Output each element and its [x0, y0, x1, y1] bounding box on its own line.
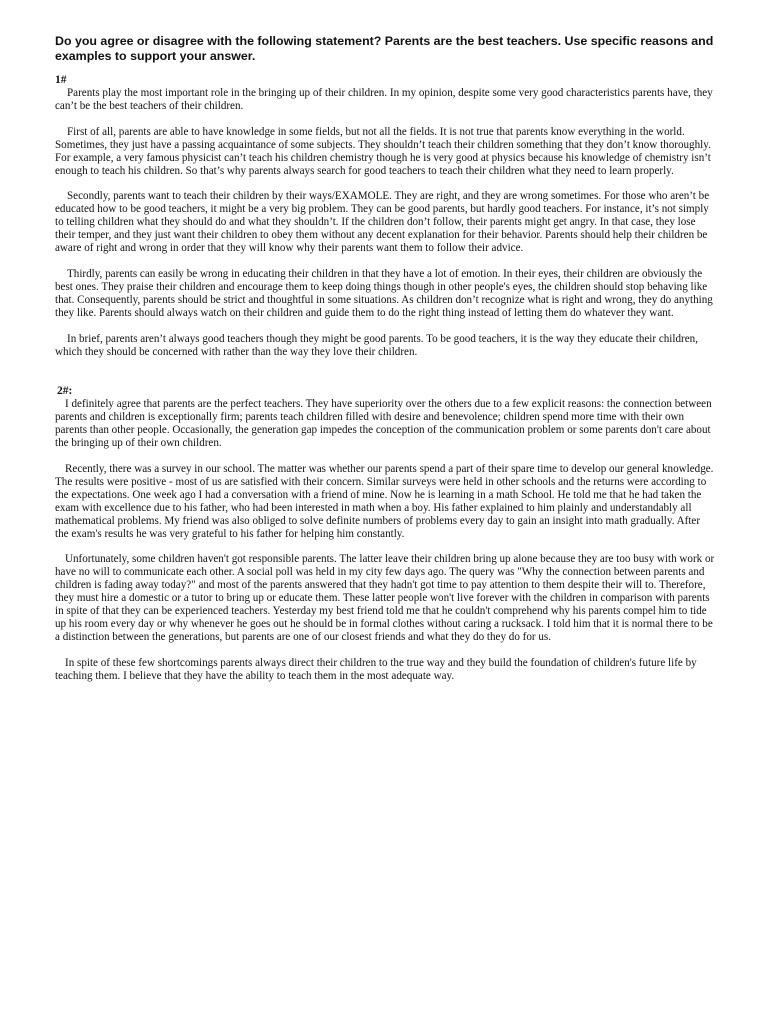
essay-1-paragraph-4: Thirdly, parents can easily be wrong in educating their children in that they have a lot of emotion. In their eyes, their children are obviously the best ones. They praise their children and encourage them to keep doing things though in other people's eyes, the children should stop behaving like that. Consequently, parents should be strict and thoughtful in some situations. As children don’t recognize what is right and wrong, they do anything they like. Parents should always watch on their children and guide them to do the right thing instead of letting them do whatever they want. — [55, 267, 713, 319]
essay-2-heading: 2#: — [57, 385, 73, 398]
essay-2 — [55, 384, 715, 682]
essay-2-paragraph-2: Recently, there was a survey in our school. The matter was whether our parents spend a part of their spare time to develop our general knowledge. The results were positive - most of us are satisfied with their concern. Similar surveys were held in other schools and the returns were according to the expectations. One week ago I had a conversation with a friend of mine. Now he is learning in a math School. He told me that he had taken the exam with excellence due to his father, who had been interested in math when a boy. His father explained to him plainly and understandably all mathematical problems. My friend was also obliged to solve definite numbers of problems every day to gain an insight into math gradually. After the exam's results he was very grateful to his father for helping him constantly. — [55, 463, 714, 540]
essay-prompt: Do you agree or disagree with the following statement? Parents are the best teachers. Use specific reasons and examples to support your answer. — [55, 34, 714, 63]
document-page — [55, 34, 715, 696]
essay-1-paragraph-3: Secondly, parents want to teach their children by their ways/EXAMOLE. They are right, and they are wrong sometimes. For those who aren’t be educated how to be good teachers, it might be a very big problem. They can be good parents, but hardly good teachers. For instance, it’s not simply to telling children what they should do and what they shouldn’t. If the children don’t follow, their parents might get angry. In that case, they lose their temper, and they just want their children to obey them without any decent explanation for their behavior. Parents should help their children be aware of right and wrong in order that they will know why their parents want them to follow their advice. — [55, 190, 710, 255]
essay-2-paragraph-1: I definitely agree that parents are the perfect teachers. They have superiority over the others due to a few explicit reasons: the connection between parents and children is exceptionally firm; parents teach children filled with desire and benevolence; children spend more time with their own parents than other people. Occasionally, the generation gap impedes the conception of the communication problem or some parents don't care about the bringing up of their own children. — [55, 398, 712, 450]
essay-1-paragraph-5: In brief, parents aren’t always good teachers though they might be good parents. To be good teachers, it is the way they educate their children, which they should be concerned with rather than the way they love their children. — [55, 332, 698, 358]
essay-1-paragraph-2: First of all, parents are able to have knowledge in some fields, but not all the fields. It is not true that parents know everything in the world. Sometimes, they just have a passing acquaintance of some subjects. They shouldn’t teach their children something that they don’t know thoroughly. For example, a very famous physicist can’t teach his children chemistry though he is very good at physics because his knowledge of chemistry isn’t enough to teach his children. So that’s why parents always search for good teachers to teach their children what they need to learn properly. — [55, 125, 711, 177]
essay-1-paragraph-1: Parents play the most important role in the bringing up of their children. In my opinion, despite some very good characteristics parents have, they can’t be the best teachers of their children. — [55, 87, 713, 112]
essay-2-paragraph-3: Unfortunately, some children haven't got responsible parents. The latter leave their children bring up alone because they are too busy with work or have no will to communicate each other. A social poll was held in my city few days ago. The query was "Why the connection between parents and children is fading away today?" and most of the parents answered that they hadn't got time to pay attention to them despite their will to. Therefore, they must hire a domestic or a tutor to bring up or educate them. These latter people won't live forever with the children in comparison with parents in spite of that they can be experienced teachers. Yesterday my best friend told me that he couldn't comprehend why his parents compel him to tide up his room every day or why whenever he goes out he should be in formal clothes without caring a rucksack. I told him that it is normal there to be a distinction between the generations, but parents are one of our closest friends and what they do they do for us. — [55, 553, 715, 643]
essay-2-paragraph-4: In spite of these few shortcomings parents always direct their children to the true way and they build the foundation of children's future life by teaching them. I believe that they have the ability to teach them in the most adequate way. — [55, 656, 697, 682]
essay-1-heading: 1# — [55, 74, 67, 86]
essay-1 — [55, 73, 715, 358]
